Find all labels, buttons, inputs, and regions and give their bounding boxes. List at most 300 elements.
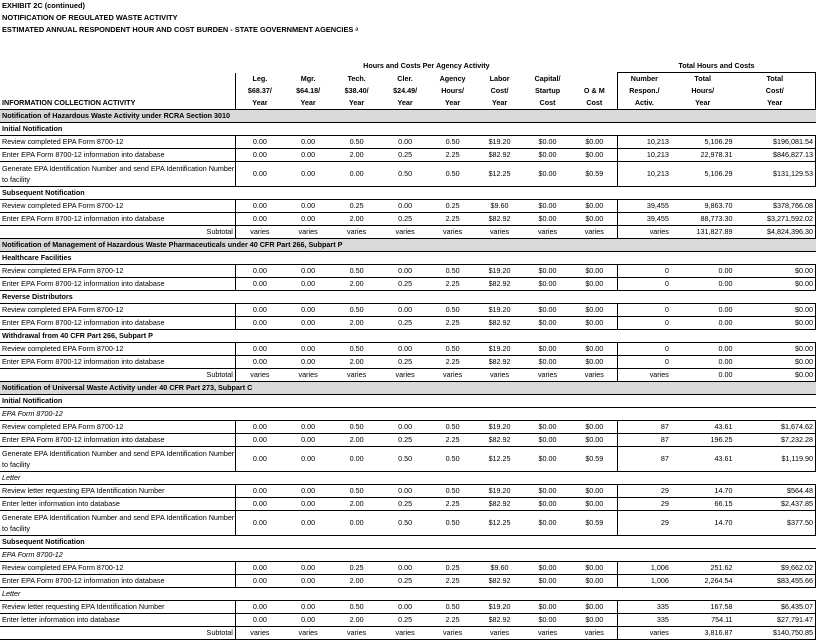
table-cell: varies [617, 627, 671, 640]
table-cell: $3,271,592.02 [735, 213, 816, 226]
table-cell: 0.00 [381, 136, 429, 149]
table-cell: varies [429, 369, 475, 382]
table-cell: $0.00 [523, 304, 571, 317]
table-cell: $12.25 [476, 447, 523, 472]
table-cell: 0.00 [284, 511, 332, 536]
table-cell: $140,750.85 [735, 627, 816, 640]
table-cell: 0.00 [284, 136, 332, 149]
table-row [0, 304, 816, 317]
table-cell: 0.00 [671, 304, 735, 317]
table-cell: 29 [617, 485, 671, 498]
subsection-header-row [0, 187, 816, 200]
table-cell: $0.00 [572, 213, 618, 226]
subtotal-row [0, 226, 816, 239]
table-cell: 2.00 [332, 149, 380, 162]
table-cell: $0.00 [523, 200, 571, 213]
table-cell: 0.00 [284, 614, 332, 627]
table-cell: 0.50 [429, 136, 475, 149]
table-cell: $19.20 [476, 265, 523, 278]
table-cell: 2.25 [429, 213, 475, 226]
activity-label: Enter EPA Form 8700-12 information into database [0, 356, 235, 369]
table-cell: $82.92 [476, 213, 523, 226]
table-cell: 0.00 [332, 447, 380, 472]
table-cell: 0.00 [235, 614, 283, 627]
table-row [0, 149, 816, 162]
table-cell: varies [617, 226, 671, 239]
table-cell: $82.92 [476, 498, 523, 511]
activity-label: Review completed EPA Form 8700-12 [0, 343, 235, 356]
subsection-title: Initial Notification [0, 395, 816, 408]
subsection-header-row [0, 123, 816, 136]
table-row [0, 485, 816, 498]
table-cell: varies [617, 369, 671, 382]
col-total-hours-h1: Total [694, 74, 712, 83]
table-cell: $0.00 [735, 343, 816, 356]
table-cell: $12.25 [476, 511, 523, 536]
activity-label: Review letter requesting EPA Identification Number [0, 601, 235, 614]
table-cell: 0.50 [429, 265, 475, 278]
table-cell: 2.25 [429, 317, 475, 330]
table-cell: 29 [617, 498, 671, 511]
table-cell: $19.20 [476, 136, 523, 149]
table-cell: $82.92 [476, 434, 523, 447]
col-om-h1 [572, 73, 618, 86]
table-cell: 3,816.87 [671, 627, 735, 640]
table-cell: $0.00 [523, 562, 571, 575]
table-cell: 2,264.54 [671, 575, 735, 588]
activity-label: Review completed EPA Form 8700-12 [0, 304, 235, 317]
table-cell: 0.00 [284, 162, 332, 187]
table-cell: 0.00 [235, 200, 283, 213]
col-mgr-h2: $64.18/ [296, 86, 321, 95]
table-row [0, 434, 816, 447]
subsection-title: Subsequent Notification [0, 187, 816, 200]
table-cell: 0.00 [671, 278, 735, 291]
col-capital-h3: Cost [539, 98, 556, 107]
table-cell: 0.25 [381, 213, 429, 226]
table-cell: 0.00 [235, 149, 283, 162]
col-mgr-h3: Year [300, 98, 316, 107]
table-cell: 0.00 [235, 575, 283, 588]
table-row [0, 213, 816, 226]
table-cell: 0.00 [381, 421, 429, 434]
activity-label: Review letter requesting EPA Identification Number [0, 485, 235, 498]
table-cell: 0.50 [381, 447, 429, 472]
table-cell: 0.50 [429, 343, 475, 356]
table-cell: $0.00 [572, 434, 618, 447]
col-om-h3: Cost [572, 97, 618, 110]
table-cell: 10,213 [617, 136, 671, 149]
table-cell: 2.25 [429, 434, 475, 447]
table-cell: 14.70 [671, 511, 735, 536]
table-cell: $0.00 [572, 356, 618, 369]
col-hours-h2: Hours/ [441, 86, 464, 95]
table-cell: 131,827.89 [671, 226, 735, 239]
subsection-header-row [0, 330, 816, 343]
table-cell: 0.00 [235, 498, 283, 511]
activity-label: Enter EPA Form 8700-12 information into database [0, 317, 235, 330]
activity-label: Review completed EPA Form 8700-12 [0, 562, 235, 575]
table-cell: 0.00 [381, 562, 429, 575]
table-cell: 0.25 [381, 614, 429, 627]
table-cell: 0.50 [332, 265, 380, 278]
table-cell: $82.92 [476, 317, 523, 330]
table-cell: 0.00 [284, 200, 332, 213]
col-total-hours-h3: Year [695, 98, 711, 107]
form-type-row [0, 472, 816, 485]
table-cell: 0.00 [284, 562, 332, 575]
table-cell: 2.00 [332, 278, 380, 291]
activity-label: Review completed EPA Form 8700-12 [0, 421, 235, 434]
subtotal-row [0, 627, 816, 640]
table-cell: 0.50 [429, 601, 475, 614]
exhibit-title: EXHIBIT 2C (continued) [2, 1, 85, 10]
table-cell: 0.00 [284, 498, 332, 511]
table-cell: varies [523, 627, 571, 640]
col-leg-h2: $68.37/ [235, 85, 283, 97]
table-cell: 1,006 [617, 562, 671, 575]
table-subtitle: ESTIMATED ANNUAL RESPONDENT HOUR AND COST BURDEN - STATE GOVERNMENT AGENCIES ᵃ [2, 25, 359, 34]
table-cell: $378,766.08 [735, 200, 816, 213]
table-cell: varies [381, 369, 429, 382]
table-cell: 0.00 [235, 447, 283, 472]
activity-label: Review completed EPA Form 8700-12 [0, 136, 235, 149]
table-cell: 87 [617, 421, 671, 434]
table-row [0, 601, 816, 614]
form-type-row [0, 408, 816, 421]
table-cell: $0.00 [523, 343, 571, 356]
subtotal-label: Subtotal [0, 369, 235, 382]
col-cler-h2: $24.49/ [393, 86, 418, 95]
table-cell: 0.25 [381, 498, 429, 511]
table-cell: $7,232.28 [735, 434, 816, 447]
table-cell: 196.25 [671, 434, 735, 447]
table-cell: $0.00 [572, 136, 618, 149]
col-number-h1: Number [617, 73, 671, 86]
table-cell: 0.00 [671, 317, 735, 330]
table-cell: 0.25 [381, 149, 429, 162]
activity-label: Enter EPA Form 8700-12 information into database [0, 213, 235, 226]
subsection-header-row [0, 536, 816, 549]
table-cell: $1,674.62 [735, 421, 816, 434]
col-activity-header: INFORMATION COLLECTION ACTIVITY [2, 98, 136, 107]
subsection-title: Subsequent Notification [0, 536, 816, 549]
table-cell: 0.25 [381, 575, 429, 588]
col-number-h3: Activ. [617, 97, 671, 110]
table-cell: varies [572, 226, 618, 239]
table-cell: varies [332, 226, 380, 239]
table-cell: $196,081.54 [735, 136, 816, 149]
form-type-label: EPA Form 8700-12 [0, 408, 816, 421]
table-cell: $0.00 [523, 136, 571, 149]
table-cell: 0.00 [284, 421, 332, 434]
table-cell: 5,106.29 [671, 136, 735, 149]
table-cell: $131,129.53 [735, 162, 816, 187]
table-cell: 0.00 [284, 317, 332, 330]
table-cell: $0.00 [572, 562, 618, 575]
table-cell: 0.00 [381, 304, 429, 317]
section-header-row [0, 382, 816, 395]
table-cell: $0.00 [523, 317, 571, 330]
table-cell: 0.00 [381, 601, 429, 614]
table-cell: 0.00 [284, 265, 332, 278]
table-cell: varies [284, 226, 332, 239]
table-cell: $0.00 [572, 317, 618, 330]
table-cell: 0.00 [284, 149, 332, 162]
table-cell: 0.00 [235, 304, 283, 317]
table-cell: varies [284, 369, 332, 382]
table-cell: $0.00 [572, 149, 618, 162]
table-cell: $9.60 [476, 562, 523, 575]
table-cell: $19.20 [476, 343, 523, 356]
col-leg-h1: Leg. [235, 73, 283, 86]
table-row [0, 162, 816, 187]
subtotal-label: Subtotal [0, 627, 235, 640]
col-total-cost-h2: Cost/ [735, 85, 816, 97]
table-cell: 0.00 [671, 343, 735, 356]
table-cell: 0.00 [284, 304, 332, 317]
table-row [0, 447, 816, 472]
subsection-title: Initial Notification [0, 123, 816, 136]
table-cell: $0.59 [572, 511, 618, 536]
table-cell: 0.25 [332, 562, 380, 575]
table-cell: 10,213 [617, 149, 671, 162]
table-cell: 0.50 [332, 485, 380, 498]
table-cell: 0.50 [429, 421, 475, 434]
table-cell: varies [332, 369, 380, 382]
col-tech-h2: $38.40/ [344, 86, 369, 95]
table-cell: 0.00 [284, 278, 332, 291]
group-header-total: Total Hours and Costs [617, 60, 815, 73]
table-cell: $0.00 [523, 511, 571, 536]
table-cell: $19.20 [476, 421, 523, 434]
table-cell: 335 [617, 614, 671, 627]
table-cell: 0 [617, 356, 671, 369]
subtotal-label: Subtotal [0, 226, 235, 239]
form-type-label: EPA Form 8700-12 [0, 549, 816, 562]
col-leg-h3: Year [235, 97, 283, 110]
table-cell: 0.00 [671, 356, 735, 369]
table-cell: varies [429, 627, 475, 640]
table-row [0, 343, 816, 356]
table-cell: $82.92 [476, 614, 523, 627]
table-cell: varies [284, 627, 332, 640]
table-cell: 167.58 [671, 601, 735, 614]
form-type-row [0, 588, 816, 601]
burden-table [0, 60, 816, 640]
table-cell: varies [523, 369, 571, 382]
col-cler-h3: Year [397, 98, 413, 107]
table-cell: 0.00 [332, 162, 380, 187]
table-cell: 0.00 [284, 213, 332, 226]
table-cell: 2.00 [332, 356, 380, 369]
table-cell: varies [476, 369, 523, 382]
table-cell: $0.00 [572, 200, 618, 213]
activity-label: Generate EPA Identification Number and send EPA Identification Number to facility [0, 447, 235, 472]
table-cell: 2.00 [332, 498, 380, 511]
table-cell: $9.60 [476, 200, 523, 213]
table-cell: 0.00 [284, 434, 332, 447]
table-cell: $0.00 [523, 575, 571, 588]
table-cell: 39,455 [617, 213, 671, 226]
table-cell: 5,106.29 [671, 162, 735, 187]
table-cell: varies [235, 627, 283, 640]
table-cell: 0.50 [332, 421, 380, 434]
table-cell: $2,437.85 [735, 498, 816, 511]
table-cell: 0.00 [235, 317, 283, 330]
activity-label: Enter letter information into database [0, 498, 235, 511]
table-cell: 335 [617, 601, 671, 614]
col-hours-h1: Agency [439, 73, 466, 83]
subsection-title: Reverse Distributors [0, 291, 816, 304]
table-cell: 2.25 [429, 575, 475, 588]
table-cell: $0.00 [523, 265, 571, 278]
table-cell: 0.00 [235, 601, 283, 614]
table-cell: 0.25 [429, 200, 475, 213]
table-cell: 0.00 [235, 136, 283, 149]
table-cell: varies [476, 226, 523, 239]
section-title: Notification of Universal Waste Activity under 40 CFR Part 273, Subpart C [0, 382, 816, 395]
table-cell: 0.00 [235, 162, 283, 187]
table-cell: 2.00 [332, 614, 380, 627]
table-cell: varies [332, 627, 380, 640]
col-tech-h1: Tech. [347, 73, 366, 83]
table-row [0, 562, 816, 575]
table-cell: $1,119.90 [735, 447, 816, 472]
table-cell: 2.25 [429, 498, 475, 511]
table-cell: $19.20 [476, 485, 523, 498]
table-cell: $0.00 [523, 278, 571, 291]
table-cell: 0.00 [284, 601, 332, 614]
table-cell: 0.00 [284, 575, 332, 588]
table-cell: $0.00 [735, 304, 816, 317]
col-total-hours-h2: Hours/ [691, 86, 715, 95]
table-cell: 0.00 [235, 485, 283, 498]
table-cell: 29 [617, 511, 671, 536]
col-capital-h1: Capital/ [534, 73, 561, 83]
section-title: Notification of Management of Hazardous Waste Pharmaceuticals under 40 CFR Part 266, Subpart P [0, 239, 816, 252]
col-labor-h1: Labor [489, 73, 510, 83]
table-cell: 0 [617, 317, 671, 330]
table-cell: varies [476, 627, 523, 640]
table-cell: 0.25 [381, 434, 429, 447]
table-cell: 0.00 [381, 200, 429, 213]
table-title: NOTIFICATION OF REGULATED WASTE ACTIVITY [2, 13, 178, 22]
table-cell: 0 [617, 278, 671, 291]
table-cell: 87 [617, 434, 671, 447]
table-cell: 43.61 [671, 447, 735, 472]
table-cell: 0.25 [381, 317, 429, 330]
table-cell: $0.00 [523, 434, 571, 447]
table-row [0, 356, 816, 369]
table-cell: 88,773.30 [671, 213, 735, 226]
table-cell: 0.00 [235, 356, 283, 369]
table-cell: 0.00 [235, 421, 283, 434]
table-cell: $82.92 [476, 149, 523, 162]
table-cell: 2.00 [332, 213, 380, 226]
table-cell: 10,213 [617, 162, 671, 187]
table-cell: varies [572, 627, 618, 640]
table-cell: 0.00 [235, 562, 283, 575]
table-cell: $0.00 [523, 447, 571, 472]
activity-label: Enter EPA Form 8700-12 information into database [0, 278, 235, 291]
table-cell: $0.59 [572, 447, 618, 472]
col-cler-h1: Cler. [397, 73, 413, 83]
table-cell: $0.00 [572, 485, 618, 498]
table-cell: 0 [617, 304, 671, 317]
table-cell: varies [235, 369, 283, 382]
activity-label: Enter EPA Form 8700-12 information into database [0, 575, 235, 588]
table-cell: 14.70 [671, 485, 735, 498]
table-cell: 0.25 [429, 562, 475, 575]
table-cell: 0.50 [332, 136, 380, 149]
table-cell: $0.59 [572, 162, 618, 187]
table-cell: $0.00 [572, 498, 618, 511]
subsection-title: Healthcare Facilities [0, 252, 816, 265]
col-number-h2: Respon./ [617, 85, 671, 97]
table-cell: 22,978.31 [671, 149, 735, 162]
table-cell: 0 [617, 343, 671, 356]
form-type-row [0, 549, 816, 562]
table-cell: $19.20 [476, 601, 523, 614]
table-cell: 0.00 [235, 265, 283, 278]
table-cell: $9,662.02 [735, 562, 816, 575]
table-cell: 0.50 [381, 162, 429, 187]
activity-label: Enter letter information into database [0, 614, 235, 627]
col-labor-h2: Cost/ [490, 86, 509, 95]
table-cell: varies [235, 226, 283, 239]
activity-label: Enter EPA Form 8700-12 information into database [0, 149, 235, 162]
table-cell: 66.15 [671, 498, 735, 511]
section-header-row [0, 110, 816, 123]
table-cell: varies [572, 369, 618, 382]
table-row [0, 614, 816, 627]
table-cell: $0.00 [523, 149, 571, 162]
table-cell: $0.00 [523, 498, 571, 511]
table-cell: 0.00 [671, 265, 735, 278]
table-cell: 43.61 [671, 421, 735, 434]
table-cell: 0.00 [235, 511, 283, 536]
table-cell: 2.25 [429, 614, 475, 627]
table-cell: $0.00 [523, 601, 571, 614]
table-cell: varies [381, 627, 429, 640]
table-cell: 0.50 [429, 304, 475, 317]
table-cell: $0.00 [735, 369, 816, 382]
table-cell: $0.00 [735, 356, 816, 369]
table-cell: $0.00 [735, 265, 816, 278]
col-labor-h3: Year [491, 98, 508, 107]
table-row [0, 317, 816, 330]
table-row [0, 200, 816, 213]
col-capital-h2: Startup [534, 86, 561, 95]
col-tech-h3: Year [349, 98, 365, 107]
table-cell: $0.00 [572, 421, 618, 434]
table-cell: $0.00 [523, 162, 571, 187]
table-cell: $377.50 [735, 511, 816, 536]
table-cell: 0.00 [235, 434, 283, 447]
table-cell: $82.92 [476, 356, 523, 369]
table-cell: 251.62 [671, 562, 735, 575]
section-title: Notification of Hazardous Waste Activity under RCRA Section 3010 [0, 110, 816, 123]
table-cell: 0.50 [381, 511, 429, 536]
subsection-header-row [0, 252, 816, 265]
table-cell: 0.50 [332, 601, 380, 614]
table-cell: 2.25 [429, 356, 475, 369]
table-cell: 2.00 [332, 434, 380, 447]
col-total-cost-h3: Year [735, 97, 816, 110]
table-cell: 0.00 [381, 485, 429, 498]
table-cell: $0.00 [523, 614, 571, 627]
